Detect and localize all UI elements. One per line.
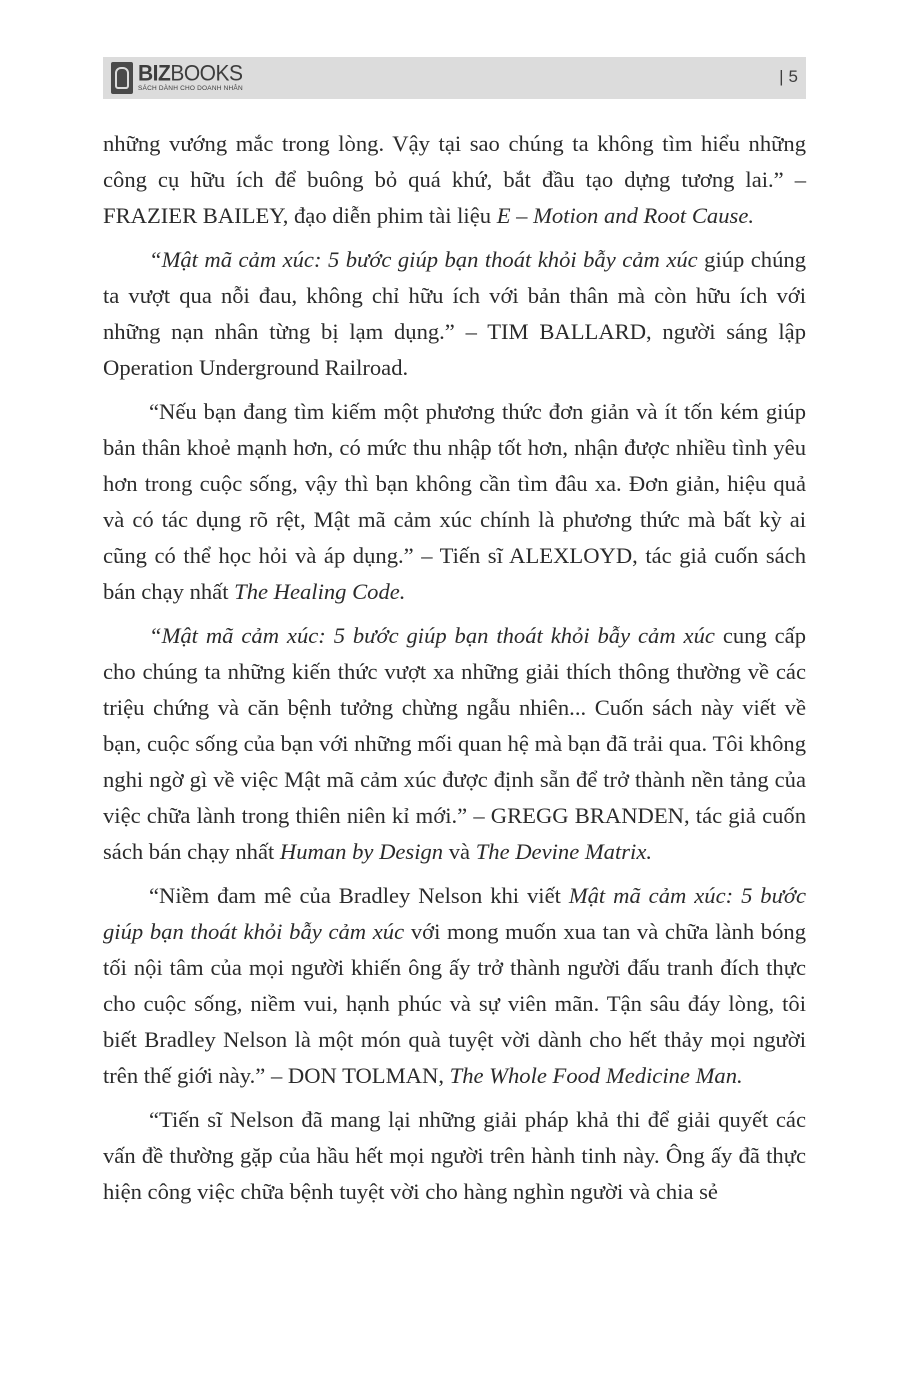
paragraph: “Mật mã cảm xúc: 5 bước giúp bạn thoát khỏi bẫy cảm xúc giúp chúng ta vượt qua nỗi đau, không chỉ hữu ích với bản thân mà còn hữu ích với những nạn nhân từng bị lạm dụng.” – TIM BALLARD, người sáng lập Operation Underground Railroad. [103, 247, 806, 380]
brand-tagline: SÁCH DÀNH CHO DOANH NHÂN [138, 85, 243, 93]
paragraph: “Niềm đam mê của Bradley Nelson khi viết Mật mã cảm xúc: 5 bước giúp bạn thoát khỏi bẫy cảm xúc với mong muốn xua tan và chữa lành bóng tối nội tâm của mọi người khiến ông ấy trở thành người đấu tranh đích thực cho cuộc sống, niềm vui, hạnh phúc và sự viên mãn. Tận sâu đáy lòng, tôi biết Bradley Nelson là một món quà tuyệt vời dành cho hết thảy mọi người trên thế giới này.” – DON TOLMAN, The Whole Food Medicine Man. [103, 883, 806, 1088]
paragraph: “Mật mã cảm xúc: 5 bước giúp bạn thoát khỏi bẫy cảm xúc cung cấp cho chúng ta những kiến thức vượt xa những giải thích thông thường về các triệu chứng và căn bệnh tưởng chừng ngẫu nhiên... Cuốn sách này viết về bạn, cuộc sống của bạn với những mối quan hệ mà bạn đã trải qua. Tôi không nghi ngờ gì về việc Mật mã cảm xúc được định sẵn để trở thành nền tảng của việc chữa lành trong thiên niên kỉ mới.” – GREGG BRANDEN, tác giả cuốn sách bán chạy nhất Human by Design và The Devine Matrix. [103, 623, 806, 864]
brand-name: BIZBOOKS [138, 61, 243, 86]
paragraph: “Tiến sĩ Nelson đã mang lại những giải pháp khả thi để giải quyết các vấn đề thường gặp của hầu hết mọi người trên hành tinh này. Ông ấy đã thực hiện công việc chữa bệnh tuyệt vời cho hàng nghìn người và chia sẻ [103, 1107, 806, 1204]
bizbooks-emblem-icon [111, 62, 133, 94]
body-text [103, 126, 806, 1210]
page-number: | 5 [779, 67, 798, 86]
bizbooks-logo [111, 61, 243, 95]
paragraph: những vướng mắc trong lòng. Vậy tại sao chúng ta không tìm hiểu những công cụ hữu ích để buông bỏ quá khứ, bắt đầu tạo dựng tương lai.” – FRAZIER BAILEY, đạo diễn phim tài liệu E – Motion and Root Cause. [103, 131, 806, 228]
paragraph: “Nếu bạn đang tìm kiếm một phương thức đơn giản và ít tốn kém giúp bản thân khoẻ mạnh hơn, có mức thu nhập tốt hơn, nhận được nhiều tình yêu hơn trong cuộc sống, vậy thì bạn không cần tìm đâu xa. Đơn giản, hiệu quả và có tác dụng rõ rệt, Mật mã cảm xúc chính là phương thức mà bất kỳ ai cũng có thể học hỏi và áp dụng.” – Tiến sĩ ALEXLOYD, tác giả cuốn sách bán chạy nhất The Healing Code. [103, 399, 806, 604]
running-header [103, 57, 806, 99]
